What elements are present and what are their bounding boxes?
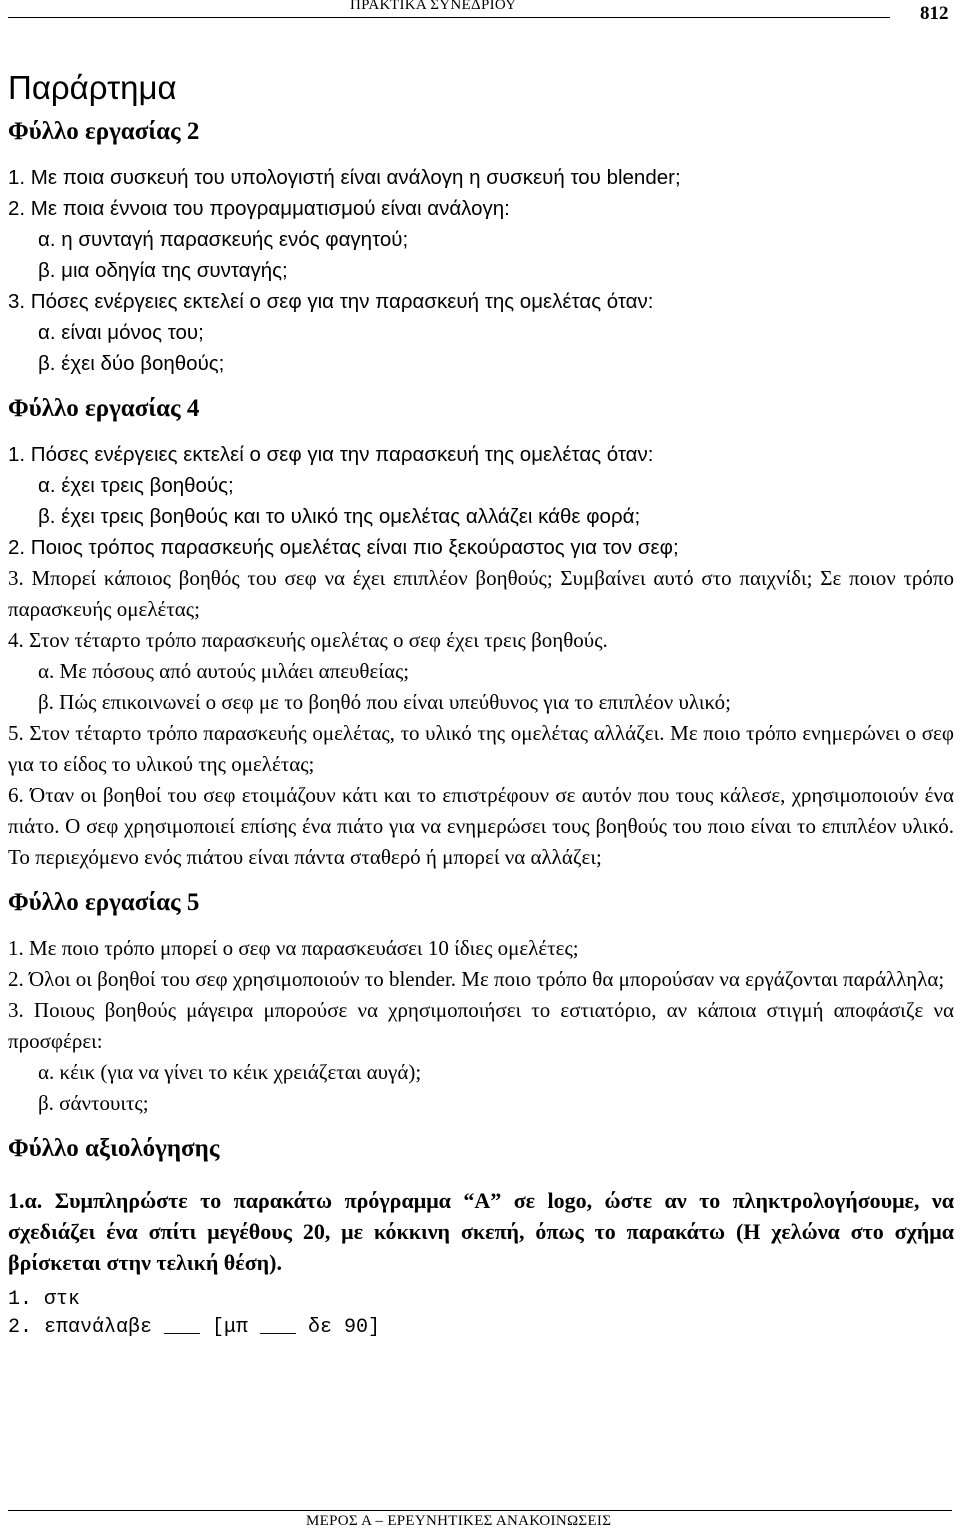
ws4-q4b: β. Πώς επικοινωνεί ο σεφ με το βοηθό που είναι υπεύθυνος για το επιπλέον υλικό; (38, 690, 731, 714)
footer-rule (8, 1510, 952, 1511)
ws4-q6: 6. Όταν οι βοηθοί του σεφ ετοιμάζουν κάτι και το επιστρέφουν σε αυτόν που τους κάλεσε, χρησιμοποιούν ένα πιάτο. Ο σεφ χρησιμοποιεί επίσης ένα πιάτο για να ενημερώσει τους βοηθούς του ποιο είναι το επιπλέον υλικό. Το περιεχόμενο ενός πιάτου είναι πάντα σταθερό ή μπορεί να αλλάζει; (8, 783, 954, 869)
ws5-q3: 3. Ποιους βοηθούς μάγειρα μπορούσε να χρησιμοποιήσει το εστιατόριο, αν κάποια στιγμή αποφάσιζε να προσφέρει: (8, 998, 954, 1053)
worksheet-4-heading: Φύλλο εργασίας 4 (8, 395, 200, 422)
ws4-q1a: α. έχει τρεις βοηθούς; (38, 474, 234, 497)
ws2-q3a: α. είναι μόνος του; (38, 321, 204, 344)
ws4-q5: 5. Στον τέταρτο τρόπο παρασκευής ομελέτας, το υλικό της ομελέτας αλλάζει. Με ποιο τρόπο ενημερώνει ο σεφ για το είδος το υλικού της ομελέτας; (8, 721, 954, 776)
worksheet-2-heading: Φύλλο εργασίας 2 (8, 118, 200, 145)
ws4-q1b: β. έχει τρεις βοηθούς και το υλικό της ομελέτας αλλάζει κάθε φορά; (38, 505, 641, 528)
worksheet-5-heading: Φύλλο εργασίας 5 (8, 889, 200, 916)
ws2-q1: 1. Με ποια συσκευή του υπολογιστή είναι ανάλογη η συσκευή του blender; (8, 166, 681, 189)
running-header: ΠΡΑΚΤΙΚΑ ΣΥΝΕΔΡΙΟΥ (350, 0, 517, 13)
ws4-q4: 4. Στον τέταρτο τρόπο παρασκευής ομελέτας ο σεφ έχει τρεις βοηθούς. (8, 628, 608, 652)
ws2-q2a: α. η συνταγή παρασκευής ενός φαγητού; (38, 228, 409, 251)
header-rule (8, 17, 890, 18)
footer-text: ΜΕΡΟΣ Α – ΕΡΕΥΝΗΤΙΚΕΣ ΑΝΑΚΟΙΝΩΣΕΙΣ (306, 1513, 612, 1529)
ws2-q2b: β. μια οδηγία της συνταγής; (38, 259, 288, 282)
ws4-q4a: α. Με πόσους από αυτούς μιλάει απευθείας; (38, 659, 410, 683)
evaluation-heading: Φύλλο αξιολόγησης (8, 1135, 220, 1162)
ws5-q3b: β. σάντουιτς; (38, 1091, 149, 1115)
ws5-q1: 1. Με ποιο τρόπο μπορεί ο σεφ να παρασκευάσει 10 ίδιες ομελέτες; (8, 936, 579, 960)
ws2-q3b: β. έχει δύο βοηθούς; (38, 352, 225, 375)
ws4-q2: 2. Ποιος τρόπος παρασκευής ομελέτας είναι πιο ξεκούραστος για τον σεφ; (8, 536, 679, 559)
logo-code-line-1: 1. στκ (8, 1288, 81, 1311)
ws2-q3: 3. Πόσες ενέργειες εκτελεί ο σεφ για την παρασκευή της ομελέτας όταν: (8, 290, 654, 313)
page-title: Παράρτημα (8, 69, 177, 106)
ws4-q3: 3. Μπορεί κάποιος βοηθός του σεφ να έχει επιπλέον βοηθούς; Συμβαίνει αυτό στο παιχνίδι; Σε ποιον τρόπο παρασκευής ομελέτας; (8, 566, 954, 621)
ws2-q2: 2. Με ποια έννοια του προγραμματισμού είναι ανάλογη: (8, 197, 510, 220)
page-content (8, 68, 954, 1342)
ws5-q3a: α. κέικ (για να γίνει το κέικ χρειάζεται αυγά); (38, 1060, 422, 1084)
page-number: 812 (920, 3, 949, 24)
ws5-q2: 2. Όλοι οι βοηθοί του σεφ χρησιμοποιούν το blender. Με ποιο τρόπο θα μπορούσαν να εργάζονται παράλληλα; (8, 967, 945, 991)
logo-code-line-2: 2. επανάλαβε ___ [μπ ___ δε 90] (8, 1316, 381, 1339)
evaluation-instruction: 1.α. Συμπληρώστε το παρακάτω πρόγραμμα “A” σε logo, ώστε αν το πληκτρολογήσουμε, να σχεδιάζει ένα σπίτι μεγέθους 20, με κόκκινη σκεπή, όπως το παρακάτω (Η χελώνα στο σχήμα βρίσκεται στην τελική θέση). (8, 1188, 954, 1275)
ws4-q1: 1. Πόσες ενέργειες εκτελεί ο σεφ για την παρασκευή της ομελέτας όταν: (8, 443, 654, 466)
